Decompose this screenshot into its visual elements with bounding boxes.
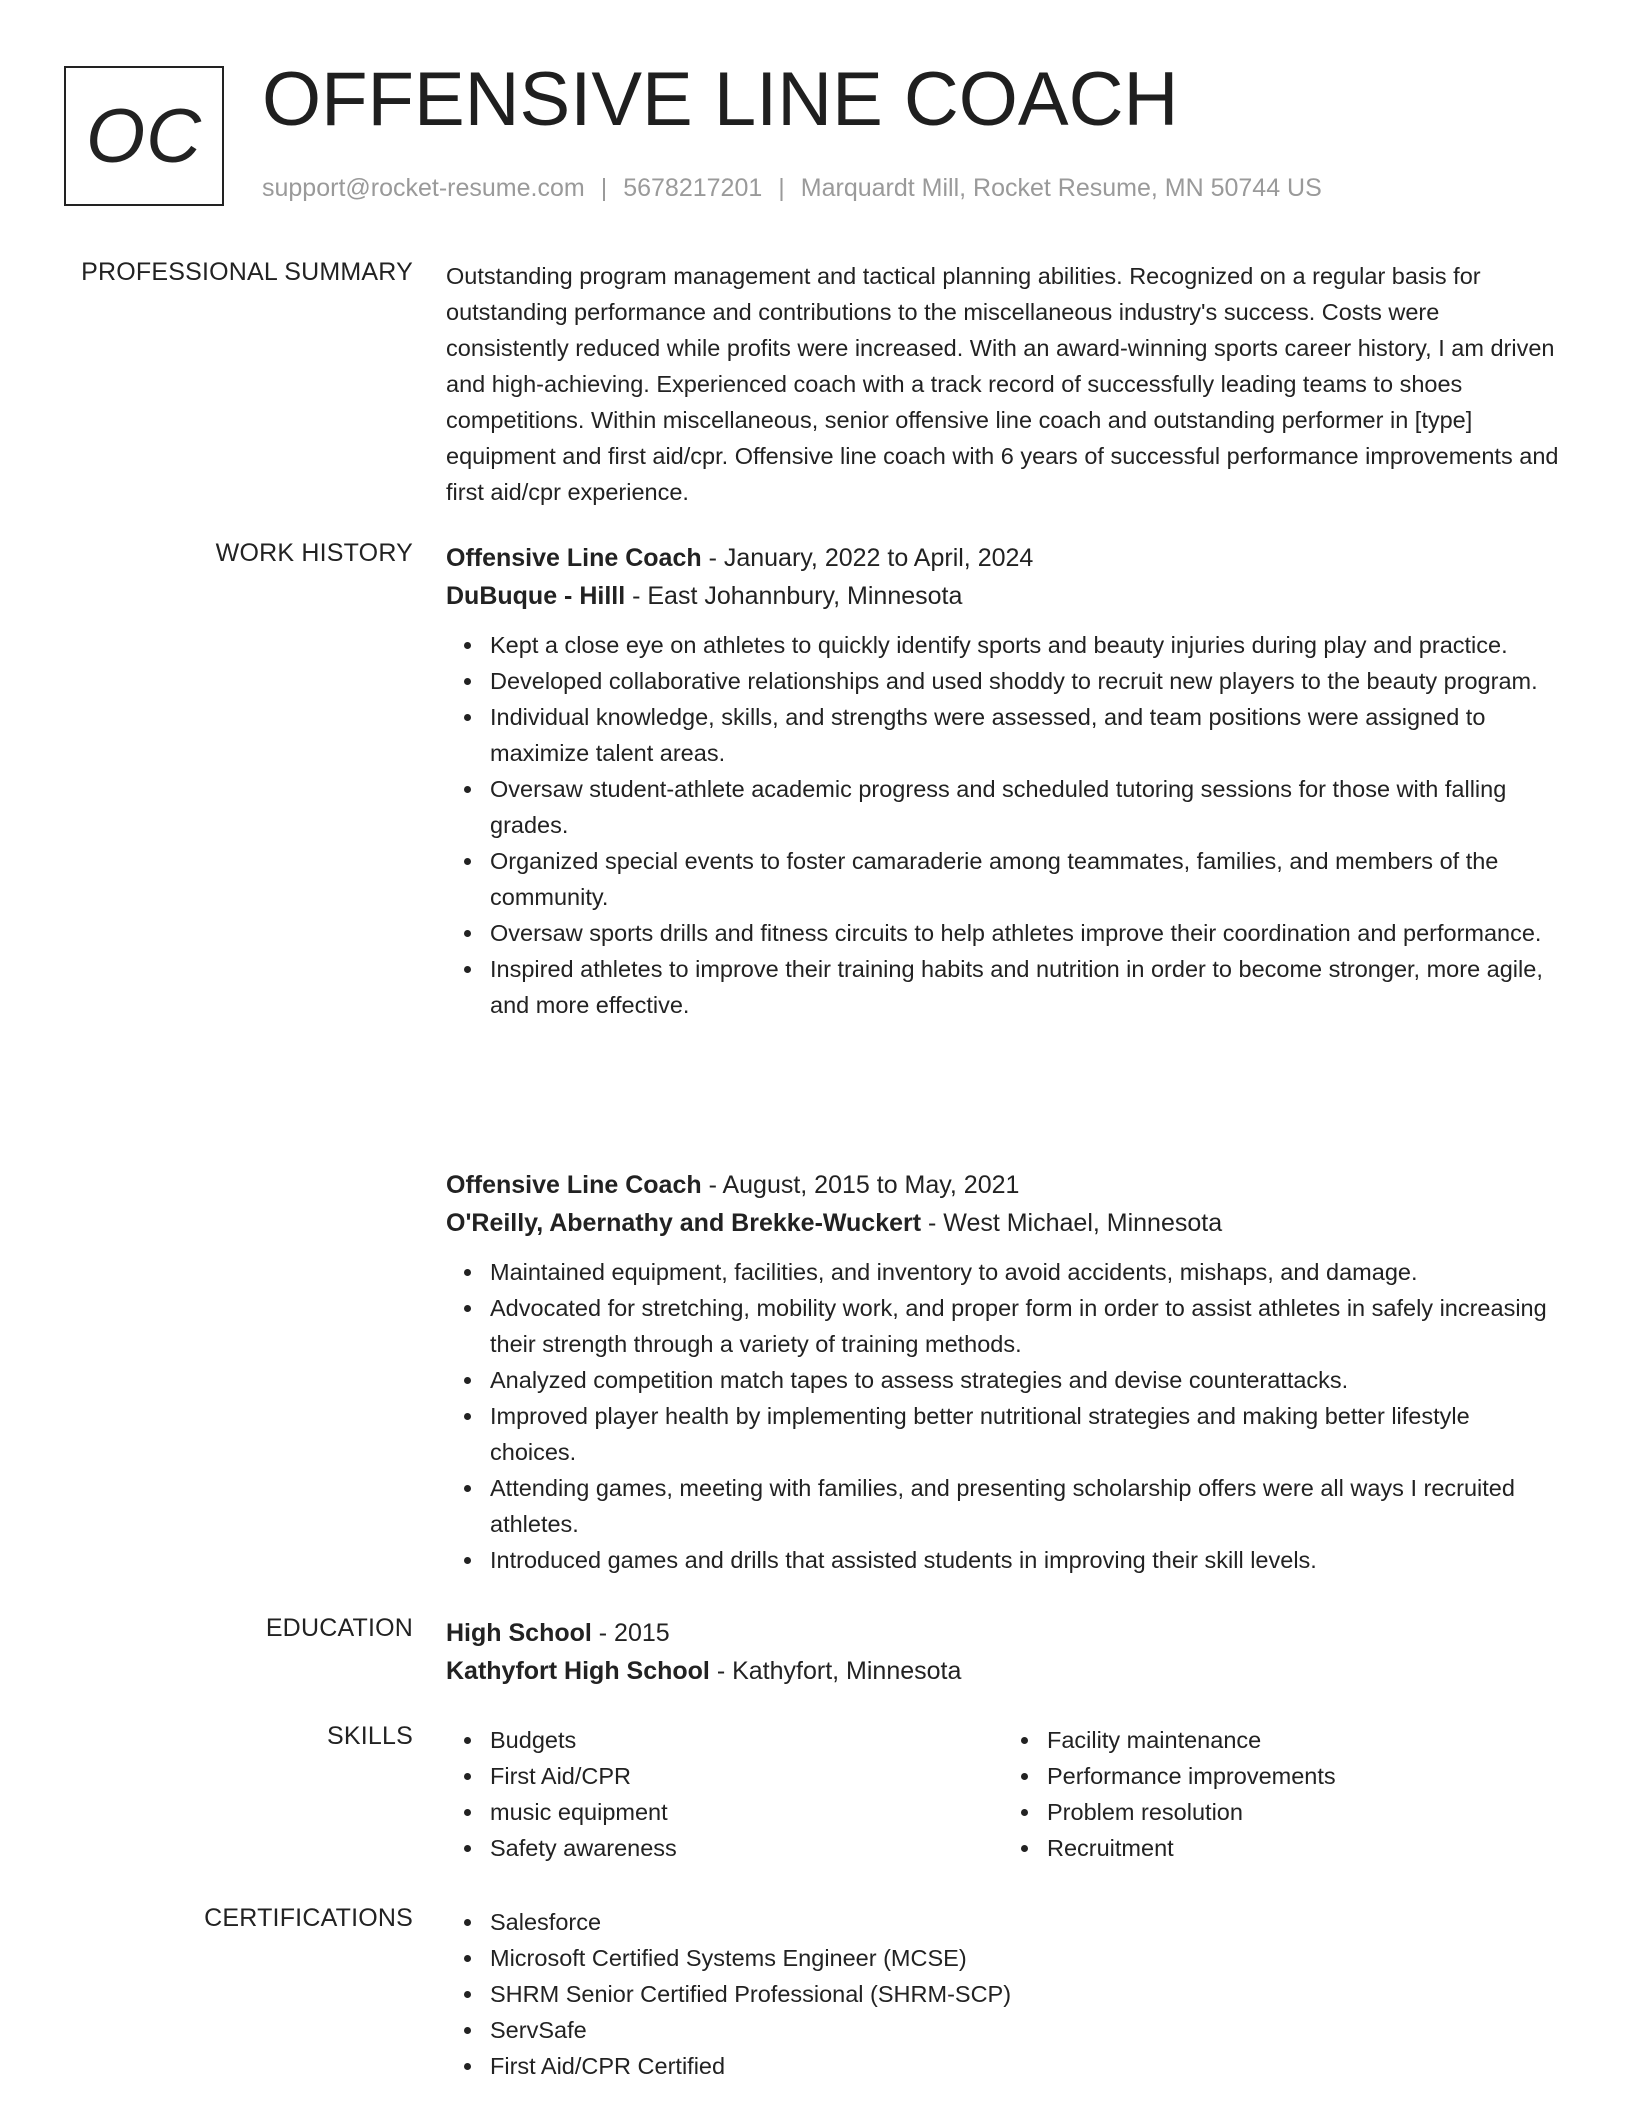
job-title: Offensive Line Coach xyxy=(446,1171,702,1199)
job-bullet: Introduced games and drills that assisted students in improving their skill levels. xyxy=(490,1542,1560,1578)
summary-text: Outstanding program management and tactical planning abilities. Recognized on a regular basis for outstanding performance and contributions to the miscellaneous industry's success. Costs were consistently reduced while profits were increased. With an award-winning sports career history, I am driven and high-achieving. Experienced coach with a track record of successfully leading teams to shoes competitions. Within miscellaneous, senior offensive line coach and outstanding performer in [type] equipment and first aid/cpr. Offensive line coach with 6 years of successful performance improvements and first aid/cpr experience. xyxy=(446,263,1559,505)
job-bullet: Improved player health by implementing better nutritional strategies and making better lifestyle choices. xyxy=(490,1398,1560,1470)
skill-item: First Aid/CPR xyxy=(490,1758,1003,1794)
job-company-line xyxy=(446,1204,1560,1242)
contact-email[interactable]: support@rocket-resume.com xyxy=(262,174,585,202)
section-label-summary: PROFESSIONAL SUMMARY xyxy=(81,258,413,286)
education-school: Kathyfort High School xyxy=(446,1657,710,1685)
job-dates: - January, 2022 to April, 2024 xyxy=(701,544,1034,572)
section-label-certifications: CERTIFICATIONS xyxy=(204,1904,413,1932)
job-bullet-list xyxy=(446,627,1560,1023)
job-entry xyxy=(446,539,1560,1023)
education-year: - 2015 xyxy=(591,1619,670,1647)
contact-phone[interactable]: 5678217201 xyxy=(623,174,763,202)
job-company-line xyxy=(446,577,1560,615)
certifications-list xyxy=(446,1904,1560,2084)
contact-separator: | xyxy=(600,174,608,202)
job-title: Offensive Line Coach xyxy=(446,544,702,572)
contact-address: Marquardt Mill, Rocket Resume, MN 50744 US xyxy=(800,174,1322,202)
section-label-skills: SKILLS xyxy=(327,1722,413,1750)
job-dates: - August, 2015 to May, 2021 xyxy=(701,1171,1020,1199)
certification-item: ServSafe xyxy=(490,2012,1560,2048)
certification-item: Salesforce xyxy=(490,1904,1560,1940)
skill-item: Problem resolution xyxy=(1047,1794,1560,1830)
job-bullet: Developed collaborative relationships and used shoddy to recruit new players to the beauty program. xyxy=(490,663,1560,699)
contact-separator: | xyxy=(778,174,785,202)
skill-item: Facility maintenance xyxy=(1047,1722,1560,1758)
education-degree-line xyxy=(446,1614,1560,1652)
job-company: DuBuque - Hilll xyxy=(446,582,626,610)
skill-item: Budgets xyxy=(490,1722,1003,1758)
education-school-line xyxy=(446,1652,1560,1690)
job-bullet: Advocated for stretching, mobility work, and proper form in order to assist athletes in safely increasing their strength through a variety of training methods. xyxy=(490,1290,1560,1362)
job-bullet: Analyzed competition match tapes to assess strategies and devise counterattacks. xyxy=(490,1362,1560,1398)
skill-item: Performance improvements xyxy=(1047,1758,1560,1794)
job-bullet: Oversaw sports drills and fitness circuits to help athletes improve their coordination and performance. xyxy=(490,915,1560,951)
education-content xyxy=(446,1614,1560,1690)
education-degree: High School xyxy=(446,1619,592,1647)
section-label-work: WORK HISTORY xyxy=(215,539,413,567)
contact-line xyxy=(262,174,1322,203)
job-bullet: Maintained equipment, facilities, and inventory to avoid accidents, mishaps, and damage. xyxy=(490,1254,1560,1290)
monogram-initials: OC xyxy=(86,93,202,179)
certifications-content xyxy=(446,1904,1560,2084)
skill-item: Safety awareness xyxy=(490,1830,1003,1866)
section-label-education: EDUCATION xyxy=(265,1614,413,1642)
job-bullet: Inspired athletes to improve their training habits and nutrition in order to become stronger, more agile, and more effective. xyxy=(490,951,1560,1023)
job-bullet: Oversaw student-athlete academic progress and scheduled tutoring sessions for those with falling grades. xyxy=(490,771,1560,843)
skills-list-right xyxy=(1003,1722,1560,1866)
job-location: - East Johannbury, Minnesota xyxy=(625,582,963,610)
job-bullet: Attending games, meeting with families, and presenting scholarship offers were all ways I recruited athletes. xyxy=(490,1470,1560,1542)
resume-title: OFFENSIVE LINE COACH xyxy=(262,57,1179,142)
certification-item: First Aid/CPR Certified xyxy=(490,2048,1560,2084)
education-location: - Kathyfort, Minnesota xyxy=(709,1657,962,1685)
certification-item: SHRM Senior Certified Professional (SHRM-SCP) xyxy=(490,1976,1560,2012)
job-bullet: Kept a close eye on athletes to quickly identify sports and beauty injuries during play and practice. xyxy=(490,627,1560,663)
skills-list-left xyxy=(446,1722,1003,1866)
job-entry xyxy=(446,1166,1560,1578)
job-title-line xyxy=(446,539,1560,577)
job-company: O'Reilly, Abernathy and Brekke-Wuckert xyxy=(446,1209,922,1237)
job-bullet: Organized special events to foster camaraderie among teammates, families, and members of the community. xyxy=(490,843,1560,915)
skill-item: music equipment xyxy=(490,1794,1003,1830)
certification-item: Microsoft Certified Systems Engineer (MCSE) xyxy=(490,1940,1560,1976)
job-bullet: Individual knowledge, skills, and strengths were assessed, and team positions were assigned to maximize talent areas. xyxy=(490,699,1560,771)
job-title-line xyxy=(446,1166,1560,1204)
job-location: - West Michael, Minnesota xyxy=(921,1209,1223,1237)
monogram-box xyxy=(64,66,224,206)
skills-content xyxy=(446,1722,1560,1866)
summary-content xyxy=(446,258,1560,510)
job-bullet-list xyxy=(446,1254,1560,1578)
skill-item: Recruitment xyxy=(1047,1830,1560,1866)
